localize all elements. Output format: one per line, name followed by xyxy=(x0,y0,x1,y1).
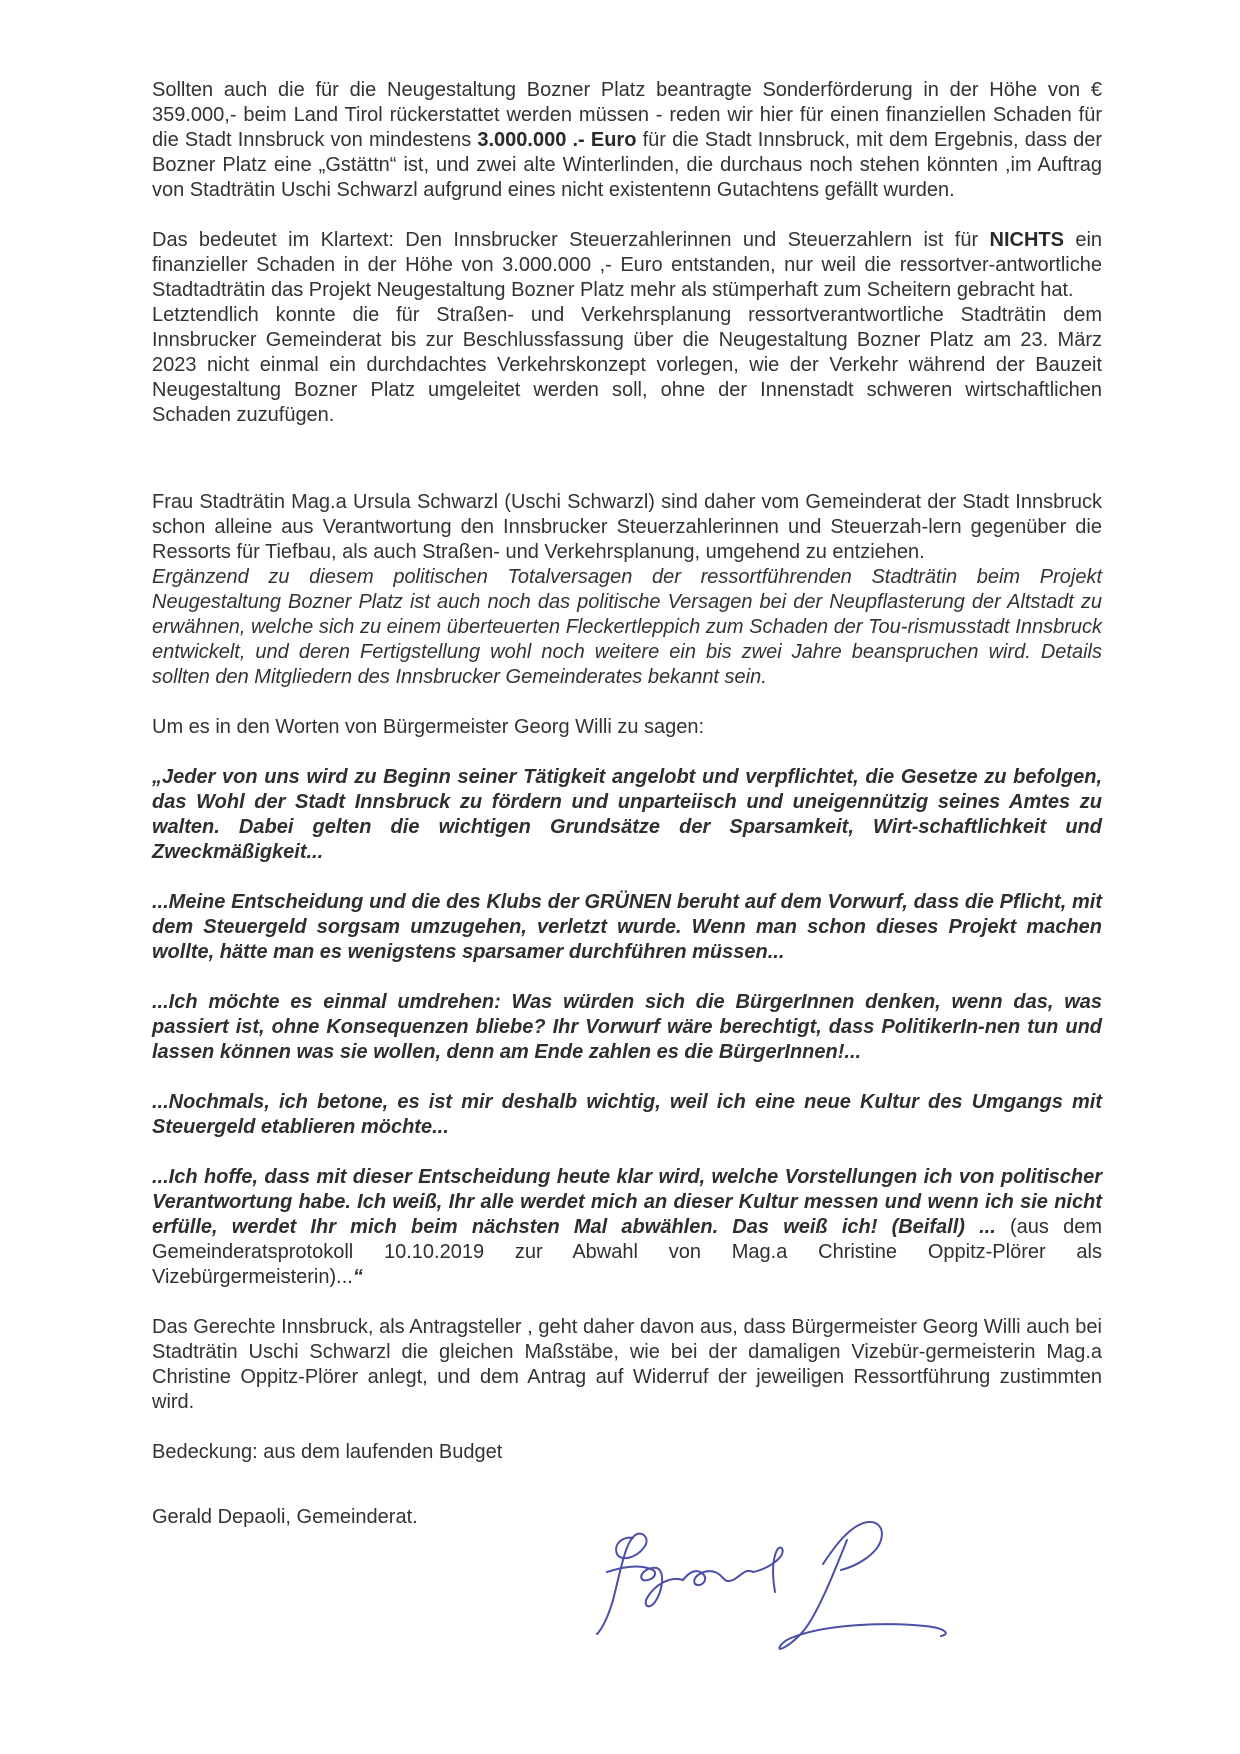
paragraph-conclusion: Das Gerechte Innsbruck, als Antragsteller , geht daher davon aus, dass Bürgermeister Georg Willi auch bei Stadträtin Uschi Schwarzl die gleichen Maßstäbe, wie bei der damaligen Vizebür-germeisterin Mag.a Christine Oppitz-Plörer anlegt, und dem Antrag auf Widerruf der jeweiligen Ressortführung zustimmten wird. xyxy=(152,1316,1102,1413)
signature-stroke-3 xyxy=(683,1571,753,1585)
signature-stroke-2 xyxy=(607,1566,683,1606)
paragraph-klartext: Das bedeutet im Klartext: Den Innsbrucker Steuerzahlerinnen und Steuerzahlern ist für NICHTS ein finanzieller Schaden in der Höhe von 3.000.000 ,- Euro entstanden, nur weil die ressortver-antwortliche Stadtadträtin das Projekt Neugestaltung Bozner Platz mehr als stümperhaft zum Scheitern gebracht hat. xyxy=(152,229,1103,301)
quote-paragraph-4: ...Nochmals, ich betone, es ist mir deshalb wichtig, weil ich eine neue Kultur des Umgangs mit Steuergeld etablieren möchte... xyxy=(152,1091,1102,1138)
signer-name: Gerald Depaoli, Gemeinderat. xyxy=(152,1506,418,1528)
nichts-emphasis: NICHTS xyxy=(989,229,1064,251)
quote-source: (aus dem Gemeinderatsprotokoll 10.10.2019 zur Abwahl von Mag.a Christine Oppitz-Plörer als Vizebürgermeisterin)... xyxy=(152,1216,1102,1288)
paragraph-quote-intro: Um es in den Worten von Bürgermeister Georg Willi zu sagen: xyxy=(152,716,705,738)
signature-stroke-4 xyxy=(753,1548,783,1592)
signature-stroke-6 xyxy=(779,1540,945,1649)
paragraph-traffic-concept: Letztendlich konnte die für Straßen- und Verkehrsplanung ressortverantwortliche Stadträtin dem Innsbrucker Gemeinderat bis zur Beschlussfassung über die Neugestaltung Bozner Platz am 23. März 2023 nicht einmal ein durchdachtes Verkehrskonzept vorlegen, wie der Verkehr während der Bauzeit Neugestaltung Bozner Platz umgeleitet werden soll, ohne der Innenstadt schweren wirtschaftlichen Schaden zuzufügen. xyxy=(152,304,1102,426)
paragraph-funding: Sollten auch die für die Neugestaltung Bozner Platz beantragte Sonderförderung in der Höhe von € 359.000,- beim Land Tirol rückerstattet werden müssen - reden wir hier für einen finanziellen Schaden für die Stadt Innsbruck von mindestens 3.000.000 .- Euro für die Stadt Innsbruck, mit dem Ergebnis, dass der Bozner Platz eine „Gstättn“ ist, und zwei alte Winterlinden, die durchaus noch stehen könnten ,im Auftrag von Stadträtin Uschi Schwarzl aufgrund eines nicht existentenn Gutachtens gefällt wurden. xyxy=(152,79,1102,201)
amount-emphasis: 3.000.000 .- Euro xyxy=(477,129,637,151)
paragraph-demand: Frau Stadträtin Mag.a Ursula Schwarzl (Uschi Schwarzl) sind daher vom Gemeinderat der Stadt Innsbruck schon alleine aus Verantwortung den Innsbrucker Steuerzahlerinnen und Steuerzah-lern gegenüber die Ressorts für Tiefbau, als auch Straßen- und Verkehrsplanung, umgehend zu entziehen. xyxy=(152,491,1102,563)
signature-stroke-5 xyxy=(823,1522,882,1570)
quote-paragraph-3: ...Ich möchte es einmal umdrehen: Was würden sich die BürgerInnen denken, wenn das, was passiert ist, ohne Konsequenzen bliebe? Ihr Vorwurf wäre berechtigt, dass PolitikerIn-nen tun und lassen können was sie wollen, denn am Ende zahlen es die BürgerInnen!... xyxy=(152,991,1102,1063)
quote-paragraph-2: ...Meine Entscheidung und die des Klubs der GRÜNEN beruht auf dem Vorwurf, dass die Pflicht, mit dem Steuergeld sorgsam umzugehen, verletzt wurde. Wenn man schon dieses Projekt machen wollte, hätte man es wenigstens sparsamer durchführen müssen... xyxy=(152,891,1102,963)
document-body xyxy=(152,78,1102,1530)
paragraph-altstadt: Ergänzend zu diesem politischen Totalversagen der ressortführenden Stadträtin beim Projekt Neugestaltung Bozner Platz ist auch noch das politische Versagen bei der Neupflasterung der Altstadt zu erwähnen, welche sich zu einem überteuerten Fleckertleppich zum Schaden der Tou-rismusstadt Innsbruck entwickelt, und deren Fertigstellung wohl noch weitere ein bis zwei Jahre beanspruchen wird. Details sollten den Mitgliedern des Innsbrucker Gemeinderates bekannt sein. xyxy=(152,566,1102,688)
handwritten-signature xyxy=(585,1510,985,1680)
quote-paragraph-1: „Jeder von uns wird zu Beginn seiner Tätigkeit angelobt und verpflichtet, die Gesetze zu befolgen, das Wohl der Stadt Innsbruck zu fördern und unparteiisch und uneigennützig seines Amtes zu walten. Dabei gelten die wichtigen Grundsätze der Sparsamkeit, Wirt-schaftlichkeit und Zweckmäßigkeit... xyxy=(152,766,1102,863)
signature-stroke-1 xyxy=(597,1534,647,1634)
coverage-line: Bedeckung: aus dem laufenden Budget xyxy=(152,1441,503,1463)
quote-paragraph-5: ...Ich hoffe, dass mit dieser Entscheidung heute klar wird, welche Vorstellungen ich von politischer Verantwortung habe. Ich weiß, Ihr alle werdet mich an dieser Kultur messen und wenn ich sie nicht erfülle, werdet Ihr mich beim nächsten Mal abwählen. Das weiß ich! (Beifall) ... (aus dem Gemeinderatsprotokoll 10.10.2019 zur Abwahl von Mag.a Christine Oppitz-Plörer als Vizebürgermeisterin)...“ xyxy=(152,1166,1102,1288)
